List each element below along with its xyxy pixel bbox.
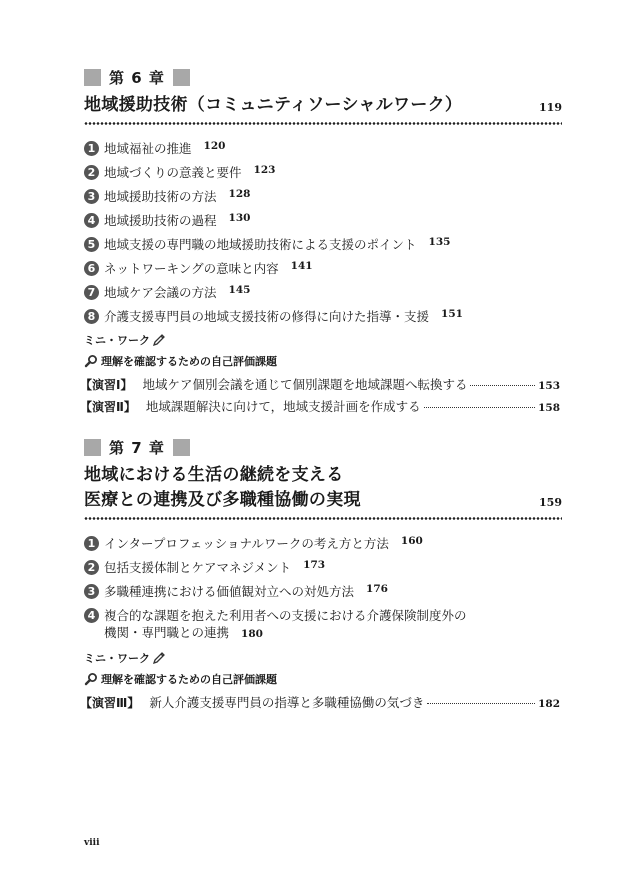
section-page-number: 120 [203, 140, 226, 152]
section-page-number: 180 [241, 628, 263, 640]
dotted-divider [84, 122, 562, 125]
exercise-label: 【演習Ⅰ】 [80, 378, 133, 392]
section-item[interactable] [84, 284, 560, 301]
exercise-page-number: 158 [538, 402, 560, 414]
section-number-badge: 1 [84, 536, 99, 551]
section-number-badge: 5 [84, 237, 99, 252]
chapter-title[interactable]: 地域援助技術（コミュニティソーシャルワーク） [84, 95, 463, 115]
exercise-item[interactable] [80, 375, 560, 393]
section-item[interactable] [84, 607, 560, 643]
mini-work-entry[interactable] [84, 332, 560, 348]
section-title: 複合的な課題を抱えた利用者への支援における介護保険制度外の [104, 608, 467, 623]
section-page-number: 123 [253, 164, 276, 176]
section-title: 多職種連携における価値観対立への対処方法 [104, 584, 355, 599]
mini-work-label: ミニ・ワーク [84, 334, 150, 347]
exercise-page-number: 153 [538, 380, 560, 392]
section-title: インタープロフェッショナルワークの考え方と方法 [104, 536, 389, 551]
section-page-number: 151 [441, 308, 463, 320]
leader-dots [427, 703, 535, 704]
magnifier-icon [84, 354, 98, 368]
section-number-badge: 4 [84, 213, 99, 228]
section-number-badge: 7 [84, 285, 99, 300]
section-page-number: 130 [228, 212, 251, 224]
section-page-number: 141 [290, 260, 313, 272]
section-number-badge: 6 [84, 261, 99, 276]
section-page-number: 145 [228, 284, 251, 296]
section-number-badge: 2 [84, 560, 99, 575]
section-item[interactable] [84, 140, 560, 157]
chapter-title-line-2[interactable]: 医療との連携及び多職種協働の実現 [84, 490, 361, 510]
section-title: 地域づくりの意義と要件 [104, 165, 242, 180]
section-title: 地域援助技術の方法 [104, 189, 217, 204]
page-folio: viii [84, 838, 100, 848]
section-title: ネットワーキングの意味と内容 [104, 261, 279, 276]
self-review-label: 理解を確認するための自己評価課題 [101, 355, 277, 368]
chapter-label: 第 7 章 [109, 438, 165, 457]
mini-work-entry[interactable] [84, 650, 560, 666]
chapter-page-number: 119 [539, 101, 562, 114]
section-item[interactable] [84, 188, 560, 205]
chapter-7 [80, 437, 562, 715]
section-item[interactable] [84, 308, 560, 325]
exercise-title: 新人介護支援専門員の指導と多職種協働の気づき [149, 695, 425, 710]
section-title: 地域福祉の推進 [104, 141, 192, 156]
section-title: 地域ケア会議の方法 [104, 285, 217, 300]
section-item[interactable] [84, 583, 560, 600]
section-title-line-2 [104, 624, 467, 643]
section-list [84, 140, 560, 325]
mini-work-label: ミニ・ワーク [84, 652, 150, 665]
section-page-number: 128 [228, 188, 251, 200]
section-number-badge: 3 [84, 584, 99, 599]
magnifier-icon [84, 672, 98, 686]
section-page-number: 135 [428, 236, 451, 248]
section-title: 地域援助技術の過程 [104, 213, 217, 228]
section-number-badge: 3 [84, 189, 99, 204]
chapter-label-row [84, 437, 560, 457]
section-page-number: 160 [400, 535, 423, 547]
section-title: 包括支援体制とケアマネジメント [104, 560, 292, 575]
chapter-title-line-1[interactable]: 地域における生活の継続を支える [84, 465, 344, 485]
chapter-label: 第 6 章 [109, 68, 165, 87]
chapter-title-row [84, 93, 560, 118]
exercise-label: 【演習Ⅲ】 [80, 696, 140, 710]
pencil-icon [152, 333, 166, 347]
section-item[interactable] [84, 164, 560, 181]
section-title: 地域支援の専門職の地域援助技術による支援のポイント [104, 237, 417, 252]
section-list [84, 535, 560, 643]
chapter-marker-right [173, 69, 190, 86]
exercise-title: 地域課題解決に向けて，地域支援計画を作成する [145, 399, 421, 414]
leader-dots [424, 407, 535, 408]
exercise-label: 【演習Ⅱ】 [80, 400, 136, 414]
chapter-marker-right [173, 439, 190, 456]
dotted-divider [84, 517, 562, 520]
section-page-number: 176 [366, 583, 388, 595]
section-number-badge: 2 [84, 165, 99, 180]
chapter-page-number: 159 [539, 496, 562, 509]
chapter-6 [80, 67, 562, 419]
section-item[interactable] [84, 260, 560, 277]
exercise-title: 地域ケア個別会議を通じて個別課題を地域課題へ転換する [142, 377, 468, 392]
section-item[interactable] [84, 236, 560, 253]
section-item[interactable] [84, 559, 560, 576]
exercise-item[interactable] [80, 693, 560, 711]
section-page-number: 173 [303, 559, 326, 571]
section-item[interactable] [84, 535, 560, 552]
section-number-badge: 8 [84, 309, 99, 324]
section-number-badge: 1 [84, 141, 99, 156]
chapter-label-row [84, 67, 560, 87]
section-item[interactable] [84, 212, 560, 229]
pencil-icon [152, 651, 166, 665]
chapter-marker-left [84, 69, 101, 86]
exercise-page-number: 182 [538, 698, 560, 710]
self-review-label: 理解を確認するための自己評価課題 [101, 673, 277, 686]
section-number-badge: 4 [84, 608, 99, 623]
section-title-wrap [104, 607, 467, 643]
self-review-entry[interactable] [84, 353, 560, 369]
section-title: 介護支援専門員の地域支援技術の修得に向けた指導・支援 [104, 309, 430, 324]
chapter-title-row [84, 463, 560, 513]
chapter-marker-left [84, 439, 101, 456]
self-review-entry[interactable] [84, 671, 560, 687]
leader-dots [470, 385, 535, 386]
section-title-continuation: 機関・専門職との連携 [104, 625, 230, 640]
exercise-item[interactable] [80, 397, 560, 415]
